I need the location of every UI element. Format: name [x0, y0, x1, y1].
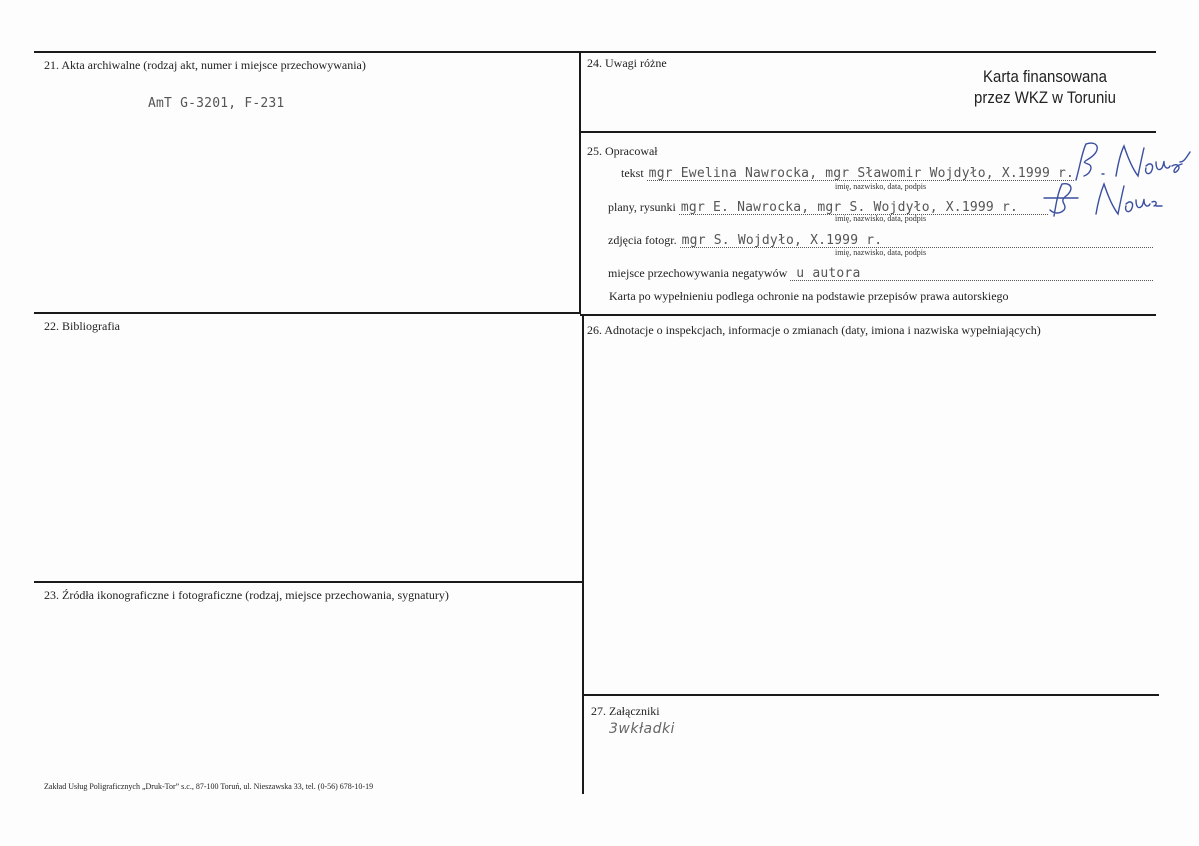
- printer-footer: Zakład Usług Poligraficznych „Druk-Tor” s.c., 87-100 Toruń, ul. Nieszawska 33, tel. (0-56) 678-10-19: [44, 782, 374, 791]
- signature-2: [1038, 176, 1168, 222]
- negatives-row: [608, 263, 1153, 281]
- negatives-value: u autora: [796, 266, 861, 281]
- section-21-label: 21. Akta archiwalne (rodzaj akt, numer i miejsce przechowywania): [44, 58, 366, 72]
- center-divider: [579, 51, 581, 314]
- plans-hint: imię, nazwisko, data, podpis: [835, 214, 927, 223]
- funding-stamp: [957, 66, 1133, 108]
- top-border: [34, 51, 1156, 53]
- center-divider-lower: [582, 314, 584, 794]
- author-text-row: [621, 163, 1074, 181]
- plans-row: [608, 197, 1048, 215]
- author-text-value: mgr Ewelina Nawrocka, mgr Sławomir Wojdyło, X.1999 r.: [648, 166, 1075, 181]
- section-22-label: 22. Bibliografia: [44, 319, 120, 333]
- divider-25-26: [580, 314, 1156, 316]
- author-text-hint: imię, nazwisko, data, podpis: [835, 182, 927, 191]
- divider-24-25: [580, 131, 1156, 133]
- funding-line-1: Karta finansowana: [983, 67, 1107, 86]
- divider-22-23: [34, 581, 583, 583]
- plans-key: plany, rysunki: [608, 200, 676, 214]
- plans-value: mgr E. Nawrocka, mgr S. Wojdyło, X.1999 r.: [680, 200, 1019, 215]
- photos-key: zdjęcia fotogr.: [608, 233, 677, 247]
- divider-26-27: [583, 694, 1159, 696]
- section-27-label: 27. Załączniki: [591, 704, 660, 718]
- archive-record-value: AmT G-3201, F-231: [148, 96, 285, 111]
- photos-hint: imię, nazwisko, data, podpis: [835, 248, 927, 257]
- negatives-key: miejsce przechowywania negatywów: [608, 266, 788, 280]
- funding-line-2: przez WKZ w Toruniu: [974, 88, 1116, 107]
- section-23-label: 23. Źródła ikonograficzne i fotograficzne (rodzaj, miejsce przechowania, sygnatury): [44, 588, 449, 602]
- divider-21-22: [34, 312, 581, 314]
- author-text-key: tekst: [621, 166, 644, 180]
- photos-value: mgr S. Wojdyło, X.1999 r.: [681, 233, 883, 248]
- section-26-label: 26. Adnotacje o inspekcjach, informacje o zmianach (daty, imiona i nazwiska wypełniających): [587, 323, 1041, 337]
- section-24-label: 24. Uwagi różne: [587, 56, 667, 70]
- photos-row: [608, 230, 1153, 248]
- copyright-note: Karta po wypełnieniu podlega ochronie na podstawie przepisów prawa autorskiego: [609, 289, 1009, 303]
- attachments-value: 3wkładki: [609, 721, 675, 737]
- section-25-label: 25. Opracował: [587, 144, 658, 158]
